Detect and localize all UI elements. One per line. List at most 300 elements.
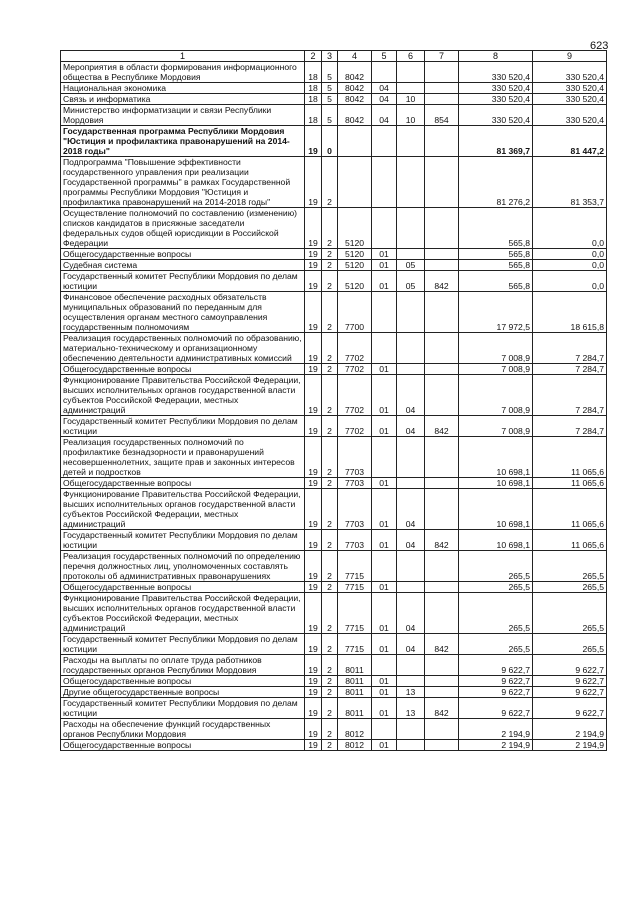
value-cell bbox=[372, 437, 397, 478]
value-cell: 2 bbox=[322, 260, 338, 271]
value-cell: 2 bbox=[322, 208, 338, 249]
value-cell bbox=[425, 593, 459, 634]
value-cell bbox=[372, 208, 397, 249]
value-cell: 19 bbox=[305, 698, 322, 719]
value-cell: 2 bbox=[322, 249, 338, 260]
value-cell: 7715 bbox=[338, 634, 372, 655]
value-cell: 01 bbox=[372, 489, 397, 530]
value-cell: 19 bbox=[305, 719, 322, 740]
value-cell: 19 bbox=[305, 271, 322, 292]
value-cell bbox=[425, 375, 459, 416]
value-cell: 2 bbox=[322, 740, 338, 751]
value-cell bbox=[425, 208, 459, 249]
value-cell: 842 bbox=[425, 634, 459, 655]
value-cell: 265,5 bbox=[459, 551, 533, 582]
col-header: 2 bbox=[305, 51, 322, 62]
value-cell: 04 bbox=[397, 416, 425, 437]
value-cell: 7 284,7 bbox=[533, 375, 607, 416]
value-cell bbox=[425, 364, 459, 375]
value-cell: 2 bbox=[322, 271, 338, 292]
value-cell bbox=[372, 655, 397, 676]
value-cell: 8011 bbox=[338, 698, 372, 719]
row-name-cell: Общегосударственные вопросы bbox=[61, 249, 305, 260]
value-cell bbox=[397, 582, 425, 593]
value-cell: 19 bbox=[305, 593, 322, 634]
value-cell: 5 bbox=[322, 62, 338, 83]
value-cell: 8042 bbox=[338, 83, 372, 94]
value-cell: 265,5 bbox=[533, 593, 607, 634]
table-row bbox=[61, 126, 607, 157]
value-cell bbox=[397, 208, 425, 249]
value-cell: 9 622,7 bbox=[533, 698, 607, 719]
value-cell bbox=[338, 126, 372, 157]
value-cell: 565,8 bbox=[459, 249, 533, 260]
value-cell: 11 065,6 bbox=[533, 437, 607, 478]
value-cell bbox=[372, 719, 397, 740]
value-cell: 5120 bbox=[338, 208, 372, 249]
value-cell: 265,5 bbox=[459, 582, 533, 593]
value-cell: 842 bbox=[425, 530, 459, 551]
value-cell: 2 bbox=[322, 530, 338, 551]
value-cell: 5120 bbox=[338, 260, 372, 271]
table-row bbox=[61, 375, 607, 416]
value-cell: 7 008,9 bbox=[459, 375, 533, 416]
value-cell: 7715 bbox=[338, 593, 372, 634]
value-cell: 81 447,2 bbox=[533, 126, 607, 157]
value-cell: 7715 bbox=[338, 582, 372, 593]
row-name-cell: Государственный комитет Республики Мордовия по делам юстиции bbox=[61, 416, 305, 437]
value-cell: 01 bbox=[372, 593, 397, 634]
value-cell: 8042 bbox=[338, 62, 372, 83]
value-cell bbox=[397, 62, 425, 83]
row-name-cell: Государственный комитет Республики Мордовия по делам юстиции bbox=[61, 271, 305, 292]
value-cell: 8011 bbox=[338, 687, 372, 698]
value-cell: 0,0 bbox=[533, 271, 607, 292]
value-cell bbox=[425, 260, 459, 271]
row-name-cell: Общегосударственные вопросы bbox=[61, 676, 305, 687]
value-cell: 19 bbox=[305, 582, 322, 593]
table-row bbox=[61, 416, 607, 437]
value-cell: 04 bbox=[372, 94, 397, 105]
value-cell: 01 bbox=[372, 687, 397, 698]
value-cell bbox=[397, 157, 425, 208]
value-cell: 2 bbox=[322, 292, 338, 333]
value-cell: 8012 bbox=[338, 719, 372, 740]
value-cell: 8042 bbox=[338, 105, 372, 126]
value-cell: 330 520,4 bbox=[459, 94, 533, 105]
value-cell bbox=[397, 333, 425, 364]
value-cell: 19 bbox=[305, 634, 322, 655]
value-cell bbox=[338, 157, 372, 208]
value-cell: 2 bbox=[322, 676, 338, 687]
value-cell: 01 bbox=[372, 530, 397, 551]
value-cell: 19 bbox=[305, 416, 322, 437]
value-cell: 04 bbox=[397, 634, 425, 655]
value-cell: 9 622,7 bbox=[459, 698, 533, 719]
table-row bbox=[61, 655, 607, 676]
value-cell bbox=[397, 719, 425, 740]
value-cell: 7 008,9 bbox=[459, 416, 533, 437]
value-cell: 01 bbox=[372, 249, 397, 260]
value-cell: 330 520,4 bbox=[533, 83, 607, 94]
value-cell: 330 520,4 bbox=[459, 105, 533, 126]
value-cell bbox=[425, 292, 459, 333]
row-name-cell: Общегосударственные вопросы bbox=[61, 364, 305, 375]
value-cell: 842 bbox=[425, 698, 459, 719]
value-cell: 19 bbox=[305, 292, 322, 333]
row-name-cell: Министерство информатизации и связи Республики Мордовия bbox=[61, 105, 305, 126]
value-cell: 5 bbox=[322, 94, 338, 105]
value-cell bbox=[425, 687, 459, 698]
row-name-cell: Государственный комитет Республики Мордовия по делам юстиции bbox=[61, 634, 305, 655]
table-row bbox=[61, 478, 607, 489]
value-cell: 19 bbox=[305, 687, 322, 698]
value-cell: 19 bbox=[305, 333, 322, 364]
row-name-cell: Реализация государственных полномочий по определению перечня должностных лиц, уполномоченных составлять протоколы об административных правонарушениях bbox=[61, 551, 305, 582]
value-cell: 81 369,7 bbox=[459, 126, 533, 157]
value-cell: 2 bbox=[322, 375, 338, 416]
value-cell: 18 615,8 bbox=[533, 292, 607, 333]
value-cell bbox=[397, 478, 425, 489]
value-cell: 2 bbox=[322, 478, 338, 489]
value-cell: 2 bbox=[322, 157, 338, 208]
table-row bbox=[61, 260, 607, 271]
value-cell bbox=[397, 126, 425, 157]
value-cell bbox=[425, 94, 459, 105]
value-cell: 81 353,7 bbox=[533, 157, 607, 208]
value-cell: 842 bbox=[425, 416, 459, 437]
value-cell bbox=[425, 740, 459, 751]
value-cell: 18 bbox=[305, 83, 322, 94]
value-cell: 7703 bbox=[338, 437, 372, 478]
value-cell bbox=[397, 249, 425, 260]
value-cell bbox=[425, 249, 459, 260]
value-cell: 2 bbox=[322, 416, 338, 437]
value-cell: 842 bbox=[425, 271, 459, 292]
value-cell: 8011 bbox=[338, 676, 372, 687]
value-cell: 9 622,7 bbox=[533, 655, 607, 676]
value-cell: 01 bbox=[372, 634, 397, 655]
value-cell: 10 bbox=[397, 105, 425, 126]
value-cell: 265,5 bbox=[533, 634, 607, 655]
value-cell: 13 bbox=[397, 698, 425, 719]
value-cell: 330 520,4 bbox=[533, 62, 607, 83]
row-name-cell: Реализация государственных полномочий по образованию, материально-техническому и организационному обеспечению деятельности административных комиссий bbox=[61, 333, 305, 364]
value-cell: 0 bbox=[322, 126, 338, 157]
value-cell: 8011 bbox=[338, 655, 372, 676]
value-cell: 330 520,4 bbox=[533, 94, 607, 105]
table-row bbox=[61, 157, 607, 208]
row-name-cell: Функционирование Правительства Российской Федерации, высших исполнительных органов государственной власти субъектов Российской Федерации, местных администраций bbox=[61, 593, 305, 634]
row-name-cell: Мероприятия в области формирования информационного общества в Республике Мордовия bbox=[61, 62, 305, 83]
row-name-cell: Подпрограмма "Повышение эффективности государственного управления при реализации Государственной программы" в рамках Государственной программы Республики Мордовия "Юстиция и профилактика правонарушений на 2014-2018 годы" bbox=[61, 157, 305, 208]
value-cell: 19 bbox=[305, 126, 322, 157]
value-cell: 13 bbox=[397, 687, 425, 698]
value-cell: 2 bbox=[322, 719, 338, 740]
value-cell: 19 bbox=[305, 375, 322, 416]
value-cell: 19 bbox=[305, 208, 322, 249]
value-cell: 01 bbox=[372, 260, 397, 271]
value-cell: 0,0 bbox=[533, 249, 607, 260]
value-cell: 18 bbox=[305, 94, 322, 105]
value-cell: 18 bbox=[305, 62, 322, 83]
value-cell: 01 bbox=[372, 364, 397, 375]
value-cell: 0,0 bbox=[533, 208, 607, 249]
value-cell: 330 520,4 bbox=[459, 62, 533, 83]
value-cell bbox=[425, 655, 459, 676]
value-cell: 565,8 bbox=[459, 260, 533, 271]
row-name-cell: Функционирование Правительства Российской Федерации, высших исполнительных органов государственной власти субъектов Российской Федерации, местных администраций bbox=[61, 375, 305, 416]
value-cell bbox=[397, 437, 425, 478]
value-cell: 0,0 bbox=[533, 260, 607, 271]
table-row bbox=[61, 634, 607, 655]
value-cell: 2 bbox=[322, 634, 338, 655]
table-row bbox=[61, 676, 607, 687]
table-row bbox=[61, 582, 607, 593]
value-cell bbox=[372, 551, 397, 582]
col-header: 3 bbox=[322, 51, 338, 62]
value-cell: 9 622,7 bbox=[459, 676, 533, 687]
value-cell: 7700 bbox=[338, 292, 372, 333]
value-cell: 11 065,6 bbox=[533, 530, 607, 551]
value-cell: 7 284,7 bbox=[533, 364, 607, 375]
value-cell bbox=[425, 83, 459, 94]
value-cell: 7702 bbox=[338, 333, 372, 364]
table-row bbox=[61, 271, 607, 292]
value-cell bbox=[397, 551, 425, 582]
table-row bbox=[61, 105, 607, 126]
value-cell bbox=[372, 62, 397, 83]
table-row bbox=[61, 292, 607, 333]
value-cell bbox=[425, 478, 459, 489]
row-name-cell: Государственная программа Республики Мордовия "Юстиция и профилактика правонарушений на 2014-2018 годы" bbox=[61, 126, 305, 157]
value-cell: 565,8 bbox=[459, 208, 533, 249]
value-cell: 5120 bbox=[338, 249, 372, 260]
value-cell bbox=[425, 126, 459, 157]
value-cell: 854 bbox=[425, 105, 459, 126]
value-cell: 330 520,4 bbox=[533, 105, 607, 126]
value-cell: 10 bbox=[397, 94, 425, 105]
value-cell: 10 698,1 bbox=[459, 489, 533, 530]
value-cell: 01 bbox=[372, 375, 397, 416]
value-cell: 7 284,7 bbox=[533, 416, 607, 437]
value-cell: 04 bbox=[397, 375, 425, 416]
value-cell: 2 bbox=[322, 698, 338, 719]
value-cell: 01 bbox=[372, 676, 397, 687]
row-name-cell: Осуществление полномочий по составлению (изменению) списков кандидатов в присяжные заседатели федеральных судов общей юрисдикции в Российской Федерации bbox=[61, 208, 305, 249]
col-header: 9 bbox=[533, 51, 607, 62]
value-cell: 2 bbox=[322, 437, 338, 478]
value-cell: 565,8 bbox=[459, 271, 533, 292]
value-cell: 2 194,9 bbox=[533, 740, 607, 751]
table-row bbox=[61, 530, 607, 551]
value-cell: 2 bbox=[322, 687, 338, 698]
value-cell: 04 bbox=[372, 83, 397, 94]
table-row bbox=[61, 83, 607, 94]
value-cell: 7702 bbox=[338, 375, 372, 416]
value-cell: 01 bbox=[372, 271, 397, 292]
value-cell: 2 bbox=[322, 489, 338, 530]
row-name-cell: Судебная система bbox=[61, 260, 305, 271]
value-cell bbox=[425, 157, 459, 208]
table-header-row bbox=[61, 51, 607, 62]
value-cell: 7702 bbox=[338, 416, 372, 437]
col-header: 5 bbox=[372, 51, 397, 62]
table-row bbox=[61, 593, 607, 634]
value-cell: 19 bbox=[305, 260, 322, 271]
value-cell bbox=[397, 676, 425, 687]
row-name-cell: Общегосударственные вопросы bbox=[61, 478, 305, 489]
budget-table bbox=[60, 50, 607, 751]
value-cell: 2 194,9 bbox=[533, 719, 607, 740]
value-cell: 19 bbox=[305, 249, 322, 260]
value-cell bbox=[372, 126, 397, 157]
value-cell bbox=[425, 582, 459, 593]
row-name-cell: Финансовое обеспечение расходных обязательств муниципальных образований по переданным для осуществления органам местного самоуправления государственным полномочиям bbox=[61, 292, 305, 333]
value-cell: 5 bbox=[322, 83, 338, 94]
value-cell: 5 bbox=[322, 105, 338, 126]
row-name-cell: Государственный комитет Республики Мордовия по делам юстиции bbox=[61, 530, 305, 551]
value-cell: 04 bbox=[372, 105, 397, 126]
table-row bbox=[61, 687, 607, 698]
table-row bbox=[61, 437, 607, 478]
value-cell: 19 bbox=[305, 655, 322, 676]
value-cell bbox=[397, 292, 425, 333]
value-cell: 05 bbox=[397, 260, 425, 271]
value-cell: 04 bbox=[397, 530, 425, 551]
row-name-cell: Расходы на обеспечение функций государственных органов Республики Мордовия bbox=[61, 719, 305, 740]
value-cell bbox=[372, 292, 397, 333]
value-cell: 10 698,1 bbox=[459, 437, 533, 478]
value-cell: 2 194,9 bbox=[459, 719, 533, 740]
value-cell: 265,5 bbox=[459, 593, 533, 634]
value-cell bbox=[397, 83, 425, 94]
table-row bbox=[61, 249, 607, 260]
value-cell: 2 bbox=[322, 551, 338, 582]
value-cell: 2 194,9 bbox=[459, 740, 533, 751]
table-row bbox=[61, 94, 607, 105]
value-cell: 5120 bbox=[338, 271, 372, 292]
table-row bbox=[61, 698, 607, 719]
row-name-cell: Расходы на выплаты по оплате труда работников государственных органов Республики Мордовия bbox=[61, 655, 305, 676]
value-cell: 7 008,9 bbox=[459, 364, 533, 375]
row-name-cell: Реализация государственных полномочий по профилактике безнадзорности и правонарушений несовершеннолетних, защите прав и законных интересов детей и подростков bbox=[61, 437, 305, 478]
value-cell: 10 698,1 bbox=[459, 530, 533, 551]
value-cell bbox=[425, 719, 459, 740]
value-cell: 265,5 bbox=[533, 551, 607, 582]
value-cell: 7703 bbox=[338, 530, 372, 551]
value-cell: 01 bbox=[372, 478, 397, 489]
row-name-cell: Другие общегосударственные вопросы bbox=[61, 687, 305, 698]
value-cell: 9 622,7 bbox=[533, 687, 607, 698]
col-header: 4 bbox=[338, 51, 372, 62]
value-cell: 265,5 bbox=[533, 582, 607, 593]
value-cell bbox=[397, 364, 425, 375]
value-cell: 2 bbox=[322, 333, 338, 364]
col-header: 6 bbox=[397, 51, 425, 62]
table-row bbox=[61, 333, 607, 364]
value-cell: 04 bbox=[397, 593, 425, 634]
value-cell: 01 bbox=[372, 416, 397, 437]
value-cell bbox=[425, 551, 459, 582]
value-cell: 19 bbox=[305, 437, 322, 478]
col-header: 1 bbox=[61, 51, 305, 62]
table-row bbox=[61, 740, 607, 751]
value-cell bbox=[425, 62, 459, 83]
value-cell: 9 622,7 bbox=[533, 676, 607, 687]
value-cell: 2 bbox=[322, 364, 338, 375]
value-cell: 04 bbox=[397, 489, 425, 530]
value-cell: 8012 bbox=[338, 740, 372, 751]
value-cell: 01 bbox=[372, 740, 397, 751]
value-cell bbox=[372, 333, 397, 364]
value-cell: 10 698,1 bbox=[459, 478, 533, 489]
value-cell: 17 972,5 bbox=[459, 292, 533, 333]
table-row bbox=[61, 551, 607, 582]
table-row bbox=[61, 364, 607, 375]
value-cell: 01 bbox=[372, 582, 397, 593]
row-name-cell: Общегосударственные вопросы bbox=[61, 582, 305, 593]
value-cell: 19 bbox=[305, 364, 322, 375]
col-header: 7 bbox=[425, 51, 459, 62]
row-name-cell: Государственный комитет Республики Мордовия по делам юстиции bbox=[61, 698, 305, 719]
value-cell: 265,5 bbox=[459, 634, 533, 655]
value-cell bbox=[425, 489, 459, 530]
value-cell: 19 bbox=[305, 530, 322, 551]
value-cell: 2 bbox=[322, 593, 338, 634]
value-cell: 7715 bbox=[338, 551, 372, 582]
value-cell: 19 bbox=[305, 489, 322, 530]
table-row bbox=[61, 208, 607, 249]
value-cell: 19 bbox=[305, 551, 322, 582]
page-number: 623 bbox=[590, 40, 609, 52]
value-cell: 7 008,9 bbox=[459, 333, 533, 364]
row-name-cell: Функционирование Правительства Российской Федерации, высших исполнительных органов государственной власти субъектов Российской Федерации, местных администраций bbox=[61, 489, 305, 530]
value-cell: 2 bbox=[322, 582, 338, 593]
value-cell: 11 065,6 bbox=[533, 489, 607, 530]
row-name-cell: Общегосударственные вопросы bbox=[61, 740, 305, 751]
value-cell: 01 bbox=[372, 698, 397, 719]
value-cell bbox=[397, 655, 425, 676]
value-cell: 11 065,6 bbox=[533, 478, 607, 489]
value-cell: 7703 bbox=[338, 478, 372, 489]
value-cell: 2 bbox=[322, 655, 338, 676]
table-row bbox=[61, 489, 607, 530]
col-header: 8 bbox=[459, 51, 533, 62]
value-cell: 7702 bbox=[338, 364, 372, 375]
value-cell: 05 bbox=[397, 271, 425, 292]
value-cell: 19 bbox=[305, 676, 322, 687]
value-cell: 18 bbox=[305, 105, 322, 126]
value-cell: 81 276,2 bbox=[459, 157, 533, 208]
value-cell: 19 bbox=[305, 157, 322, 208]
table-row bbox=[61, 62, 607, 83]
value-cell: 7703 bbox=[338, 489, 372, 530]
value-cell: 9 622,7 bbox=[459, 655, 533, 676]
value-cell: 9 622,7 bbox=[459, 687, 533, 698]
value-cell bbox=[425, 333, 459, 364]
value-cell bbox=[372, 157, 397, 208]
value-cell bbox=[425, 437, 459, 478]
value-cell bbox=[397, 740, 425, 751]
value-cell: 8042 bbox=[338, 94, 372, 105]
table-row bbox=[61, 719, 607, 740]
value-cell: 19 bbox=[305, 478, 322, 489]
value-cell: 330 520,4 bbox=[459, 83, 533, 94]
value-cell: 19 bbox=[305, 740, 322, 751]
row-name-cell: Национальная экономика bbox=[61, 83, 305, 94]
value-cell bbox=[425, 676, 459, 687]
